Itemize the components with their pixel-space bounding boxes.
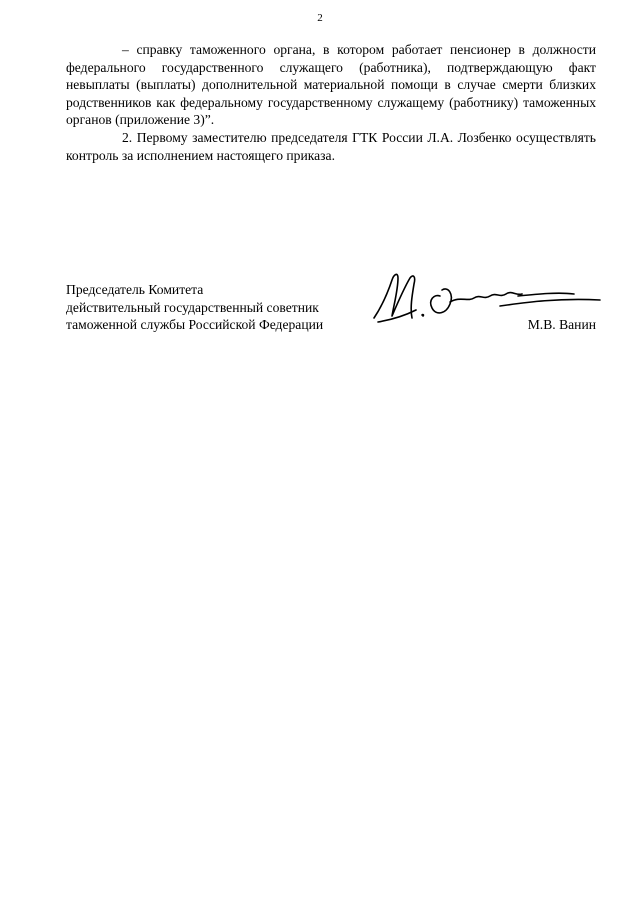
signer-title (66, 281, 323, 334)
paragraph-control-assignment: 2. Первому заместителю председателя ГТК России Л.А. Лозбенко осуществлять контроль за исполнением настоящего приказа. (66, 129, 596, 163)
handwritten-signature-icon (368, 266, 604, 332)
signer-title-line-3: таможенной службы Российской Федерации (66, 317, 324, 333)
signer-title-line-2: действительный государственный советник (66, 299, 319, 315)
signer-title-line-1: Председатель Комитета (66, 282, 204, 297)
paragraph-certificate-requirement: – справку таможенного органа, в котором работает пенсионер в должности федерального государственного служащего (работника), подтверждающую факт невыплаты (выплаты) дополнительной материальной помощи в случае смерти близких родственников как федеральному государственному служащему (работнику) таможенных органов (приложение 3)”. (66, 42, 596, 128)
signer-name: М.В. Ванин (527, 317, 596, 332)
page-number: 2 (317, 12, 323, 24)
document-body (66, 41, 596, 164)
